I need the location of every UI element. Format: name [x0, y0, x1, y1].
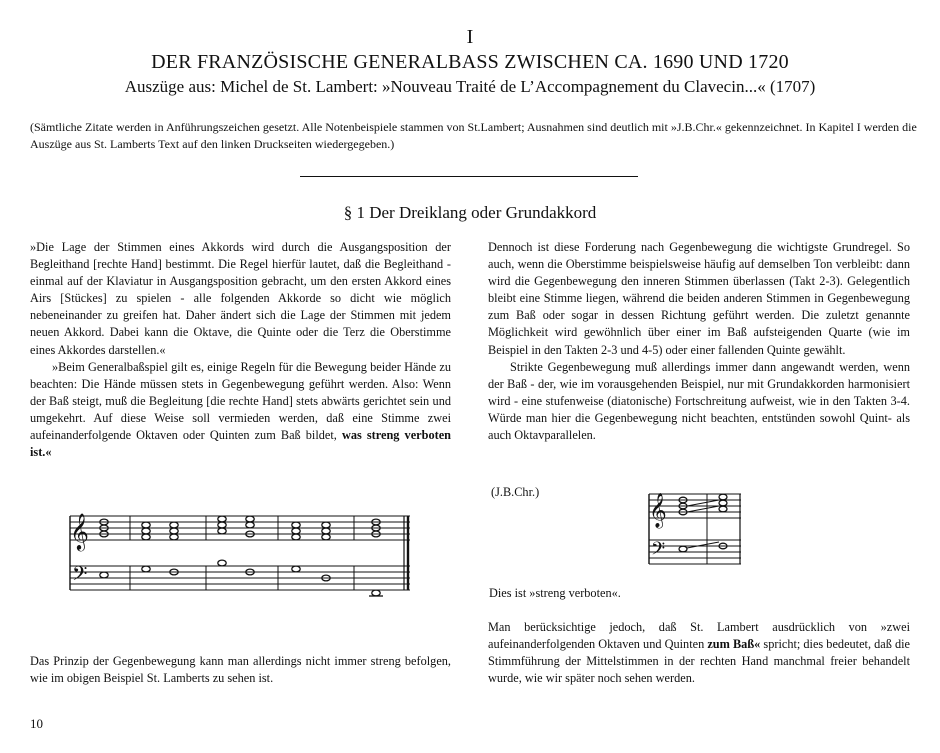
music-example-left	[64, 508, 416, 604]
chapter-number: I	[466, 26, 474, 48]
left-paragraph-1: »Die Lage der Stimmen eines Akkords wird durch die Ausgangsposition der Begleithand [rechte Hand] bestimmt. Die Regel hierfür lautet, daß die Begleithand - einmal auf der Klaviatur in Ausgangsposition gebracht, um den ersten Akkord eines Airs [Stückes] zu spielen - alle folgenden Akkorde so dicht wie möglich nebeneinander zu greifen hat. Daher ändert sich die Lage der Stimmen mit jedem neuen Akkord. Dabei kann die Oktave, die Quinte oder die Terz die Oberstimme eines Akkordes darstellen.«	[30, 240, 451, 357]
left-paragraph-2-bold: was streng verboten ist.«	[30, 428, 451, 460]
treble-clef-icon: 𝄞	[649, 493, 667, 528]
left-paragraph-2	[30, 359, 451, 462]
left-closing-paragraph: Das Prinzip der Gegenbewegung kann man allerdings nicht immer streng befolgen, wie im obigen Beispiel St. Lamberts zu sehen ist.	[30, 654, 451, 686]
example-label: (J.B.Chr.)	[491, 485, 540, 499]
left-column	[30, 239, 451, 461]
treble-clef-icon: 𝄞	[70, 512, 89, 550]
right-closing-paragraph	[488, 619, 910, 687]
bass-clef-icon: 𝄢	[651, 539, 666, 564]
right-paragraph-3-after: spricht; dies bedeutet, daß die Stimmführung der Mittelstimmen in der rechten Hand manchmal freier behandelt wurde, wie wir später noch sehen werden.	[488, 637, 911, 686]
section-title: § 1 Der Dreiklang oder Grundakkord	[343, 203, 597, 222]
chapter-title: DER FRANZÖSISCHE GENERALBASS ZWISCHEN CA. 1690 UND 1720	[151, 51, 789, 73]
editorial-note: (Sämtliche Zitate werden in Anführungszeichen gesetzt. Alle Notenbeispiele stammen von St.Lambert; Ausnahmen sind deutlich mit »J.B.Chr.« gekennzeichnet. In Kapitel I werden die Auszüge aus St. Lamberts Text auf den linken Druckseiten wiedergegeben.)	[30, 120, 917, 151]
right-paragraph-2: Strikte Gegenbewegung muß allerdings immer dann angewandt werden, wenn der Baß - der, wie im vorausgehenden Beispiel, nur mit Grundakkorden harmonisiert wird - eine stufenweise (diatonische) Fortschreitung aufweist, wie in den Takten 3-4. Würde man hier die Gegenbewegung nicht beachten, entstünden sowohl Quint- als auch Oktavparallelen.	[488, 359, 910, 443]
right-paragraph-3	[488, 619, 910, 687]
bass-clef-icon: 𝄢	[72, 562, 88, 590]
music-example-right	[645, 484, 745, 576]
staff-lines	[70, 516, 410, 590]
parallel-lines	[687, 500, 719, 548]
horizontal-divider	[300, 176, 638, 177]
left-paragraph-2-text: »Beim Generalbaßspiel gilt es, einige Regeln für die Bewegung beider Hände zu beachten: Die Hände müssen stets in Gegenbewegung geführt werden. Also: Wenn der Baß steigt, muß die Begleitung [die rechte Hand] stets abwärts gerichtet sein und umgekehrt. Auf diese Weise soll vermieden werden, daß eine Stimme zwei aufeinanderfolgende Oktaven oder Quinten zum Baß bildet,	[30, 359, 451, 443]
right-paragraph-1: Dennoch ist diese Forderung nach Gegenbewegung die wichtigste Grundregel. So auch, wenn die Oberstimme beispielsweise häufig auf demselben Ton verbleibt: dann wird die Gegenbewegung den inneren Stimmen überlassen (Takt 2-3). Gelegentlich bleibt eine Stimme liegen, während die beiden anderen Stimmen in Gegenbewegung zum Baß oder sogar in dessen Richtung geführt werden. Die zuletzt genannte Möglichkeit wird gewöhnlich über einer im Baß aufsteigenden Quarte (wie im Beispiel in den Takten 2-3 und 4-5) oder einer fallenden Quinte gewählt.	[488, 240, 910, 357]
right-column	[488, 239, 910, 444]
chapter-subtitle: Auszüge aus: Michel de St. Lambert: »Nouveau Traité de L’Accompagnement du Clavecin...« (1707)	[124, 77, 816, 96]
page-number: 10	[30, 716, 43, 731]
right-paragraph-3-before: Man berücksichtige jedoch, daß St. Lambert ausdrücklich von »zwei aufeinanderfolgenden Oktaven und Quinten	[488, 620, 910, 652]
forbidden-caption: Dies ist »streng verboten«.	[489, 586, 621, 600]
right-paragraph-3-bold: zum Baß«	[707, 637, 761, 652]
bass-notes	[679, 543, 727, 552]
bar-lines	[70, 516, 408, 590]
